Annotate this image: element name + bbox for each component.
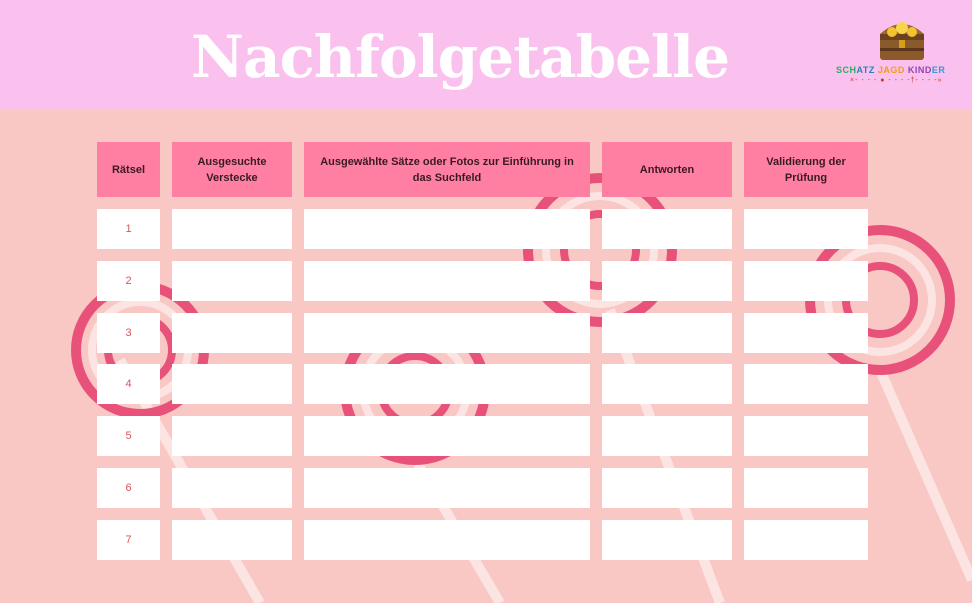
row-number: 3 xyxy=(97,313,160,353)
table-cell-empty[interactable] xyxy=(602,209,732,249)
row-number: 1 xyxy=(97,209,160,249)
column-header-verstecke: Ausgesuchte Verstecke xyxy=(172,142,292,197)
table-cell-empty[interactable] xyxy=(602,416,732,456)
table-cell-empty[interactable] xyxy=(172,468,292,508)
table-cell-empty[interactable] xyxy=(304,261,590,301)
table-cell-empty[interactable] xyxy=(602,261,732,301)
table-cell-empty[interactable] xyxy=(172,364,292,404)
table-cell-empty[interactable] xyxy=(602,520,732,560)
table-cell-empty[interactable] xyxy=(304,209,590,249)
table-cell-empty[interactable] xyxy=(172,209,292,249)
logo-wordmark: SCHATZ JAGD KINDER xyxy=(836,65,946,75)
column-header-raetsel: Rätsel xyxy=(97,142,160,197)
table-cell-empty[interactable] xyxy=(744,209,868,249)
table-cell-empty[interactable] xyxy=(304,468,590,508)
row-number: 4 xyxy=(97,364,160,404)
row-number: 7 xyxy=(97,520,160,560)
column-header-antworten: Antworten xyxy=(602,142,732,197)
table-cell-empty[interactable] xyxy=(744,468,868,508)
table-cell-empty[interactable] xyxy=(172,313,292,353)
row-number: 5 xyxy=(97,416,160,456)
logo-dotted-trail: ×- - - - ● - - - -†- - - -» xyxy=(850,77,943,84)
table-cell-empty[interactable] xyxy=(304,520,590,560)
table-cell-empty[interactable] xyxy=(744,416,868,456)
table-cell-empty[interactable] xyxy=(304,313,590,353)
table-cell-empty[interactable] xyxy=(744,520,868,560)
table-cell-empty[interactable] xyxy=(304,364,590,404)
table-cell-empty[interactable] xyxy=(602,364,732,404)
column-header-saetze: Ausgewählte Sätze oder Fotos zur Einführung in das Suchfeld xyxy=(304,142,590,197)
table-cell-empty[interactable] xyxy=(744,313,868,353)
table-cell-empty[interactable] xyxy=(172,261,292,301)
table-cell-empty[interactable] xyxy=(744,261,868,301)
row-number: 2 xyxy=(97,261,160,301)
column-header-validierung: Validierung der Prüfung xyxy=(744,142,868,197)
row-number: 6 xyxy=(97,468,160,508)
table-cell-empty[interactable] xyxy=(172,520,292,560)
header-banner xyxy=(0,0,972,110)
table-cell-empty[interactable] xyxy=(602,468,732,508)
table-cell-empty[interactable] xyxy=(602,313,732,353)
logo xyxy=(836,10,972,90)
treasure-chest-icon xyxy=(874,12,930,64)
table-cell-empty[interactable] xyxy=(304,416,590,456)
page-title: Nachfolgetabelle xyxy=(190,23,729,91)
table-cell-empty[interactable] xyxy=(172,416,292,456)
table-cell-empty[interactable] xyxy=(744,364,868,404)
